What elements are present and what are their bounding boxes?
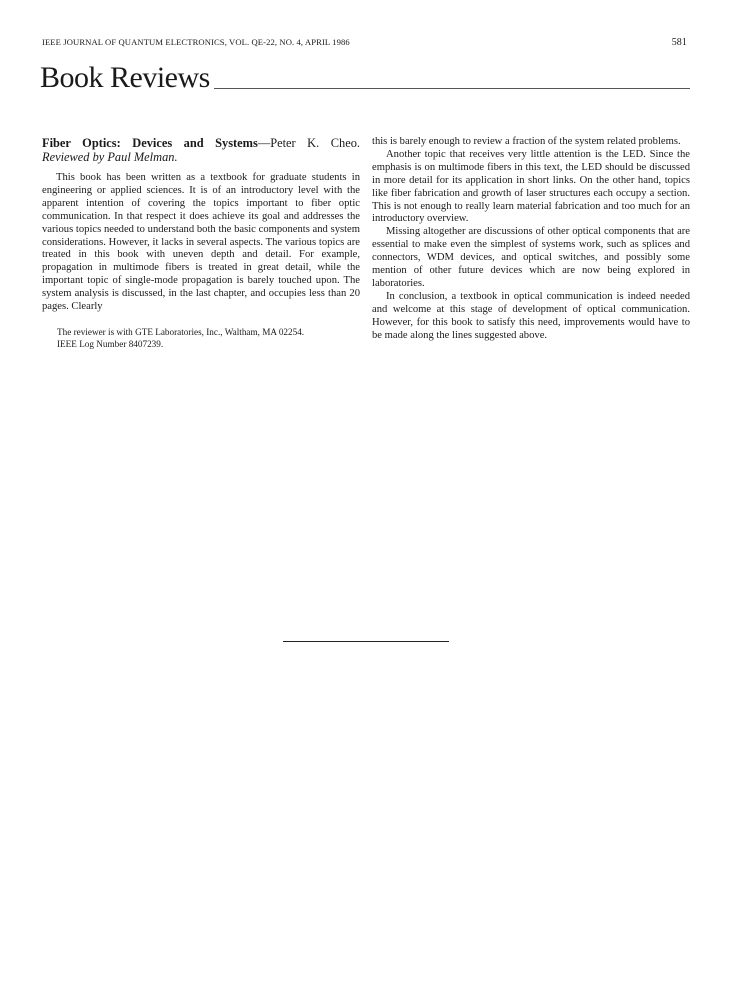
paragraph: Another topic that receives very little attention is the LED. Since the emphasis is on multimode fibers in this text, the LED should be discussed in more detail for its application in short links. On the other hand, topics like fiber fabrication and growth of laser structures each occupy a section. This is not enough to really learn material fabrication and too much for an introductory overview. [372, 148, 690, 225]
section-title: Book Reviews [40, 61, 210, 94]
paragraph: This book has been written as a textbook for graduate students in engineering or applied sciences. It is of an introductory level with the apparent intention of covering the topics important to fiber optic communication. In that respect it does achieve its goal and addresses the various topics needed to understand both the basic components and system considerations. However, it lacks in several aspects. The various topics are treated in this book with uneven depth and detail. For example, propagation in multimode fibers is treated in great detail, while the important topic of single-mode propagation is barely touched upon. The system analysis is discussed, in the last chapter, and occupies less than 20 pages. Clearly [42, 172, 360, 313]
paragraph: this is barely enough to review a fraction of the system related problems. [372, 136, 681, 147]
footnote [42, 326, 360, 350]
right-column [372, 136, 690, 343]
title-rule [214, 88, 690, 89]
footnote-affiliation: The reviewer is with GTE Laboratories, Inc., Waltham, MA 02254. [57, 326, 305, 337]
running-header [42, 37, 687, 47]
journal-citation: IEEE JOURNAL OF QUANTUM ELECTRONICS, VOL. QE-22, NO. 4, APRIL 1986 [42, 37, 350, 47]
footnote-log-number: IEEE Log Number 8407239. [57, 338, 164, 349]
reviewer-byline: Reviewed by Paul Melman. [42, 150, 178, 164]
book-author: —Peter K. Cheo. [257, 136, 360, 150]
end-of-article-rule [283, 641, 449, 642]
review-heading [42, 136, 360, 150]
page-number: 581 [671, 37, 687, 48]
book-title: Fiber Optics: Devices and Systems [42, 136, 258, 150]
paragraph: In conclusion, a textbook in optical communication is indeed needed and welcome at this stage of development of optical communication. However, for this book to satisfy this need, improvements would have to be made along the lines suggested above. [372, 290, 690, 341]
paragraph: Missing altogether are discussions of other optical components that are essential to make even the simplest of systems work, such as splices and connectors, WDM devices, and optical switches, and possibly some mention of other future devices which are now being explored in laboratories. [372, 226, 690, 289]
left-column [42, 136, 360, 350]
